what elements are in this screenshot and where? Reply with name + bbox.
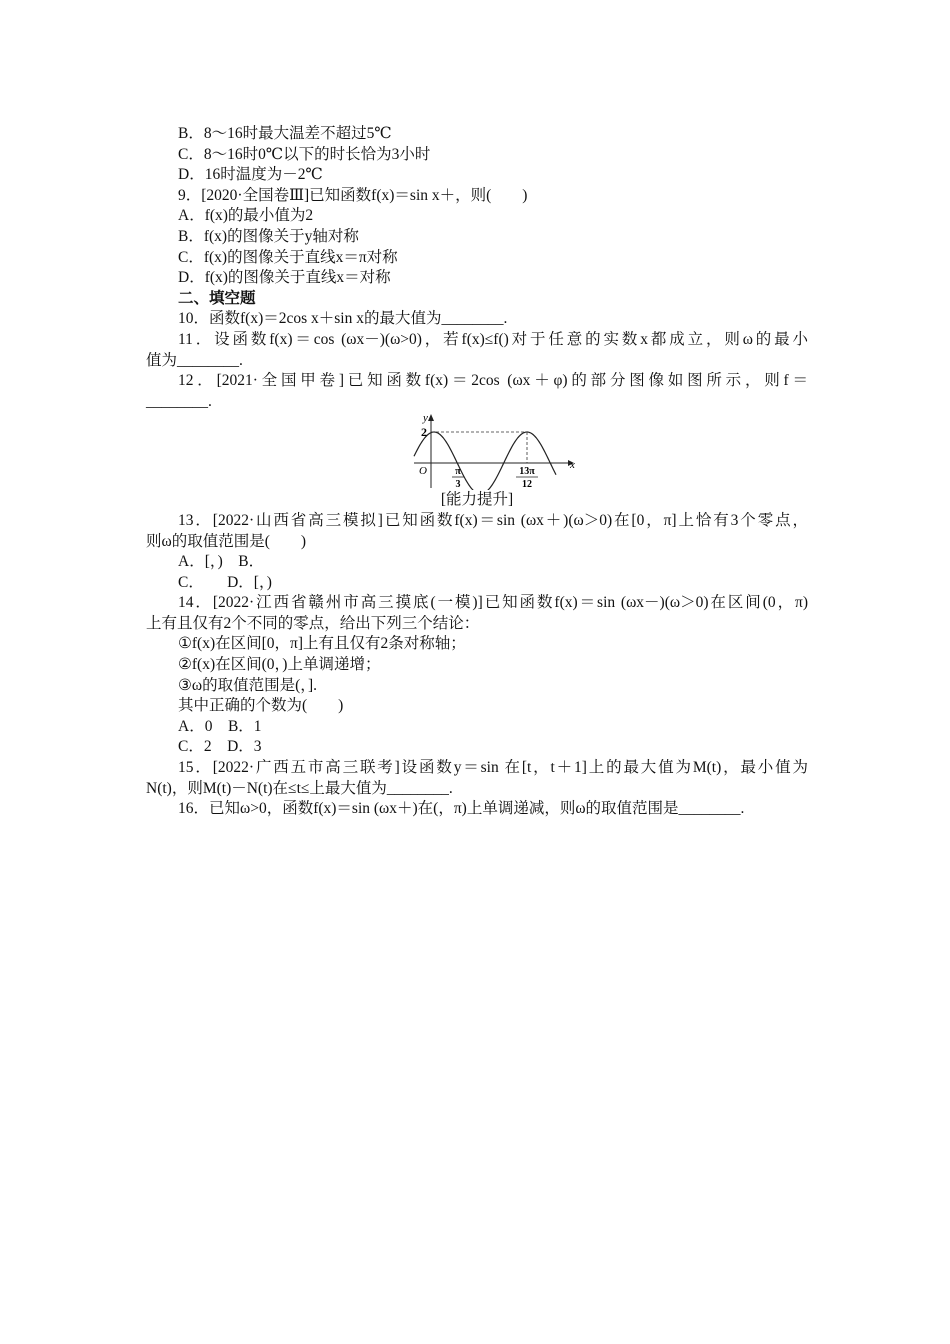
question-line-14q: 其中正确的个数为( ) xyxy=(178,697,344,715)
question-line-9: 9．[2020·全国卷Ⅲ]已知函数f(x)＝sin x＋，则( ) xyxy=(178,186,528,204)
tick1-numerator: π xyxy=(455,466,461,478)
question-line-9c: C．f(x)的图像关于直线x＝π对称 xyxy=(178,248,398,266)
tick1-denominator: 3 xyxy=(455,479,461,491)
question-line-16: 16．已知ω>0，函数f(x)＝sin (ωx＋)在(，π)上单调递减，则ω的取值范围是________. xyxy=(178,800,745,818)
question-line-14c1: ①f(x)在区间[0，π]上有且仅有2条对称轴； xyxy=(178,635,466,653)
cosine-curve xyxy=(414,432,556,490)
cosine-graph xyxy=(408,412,578,490)
question-line-15a: 15．[2022·广西五市高三联考]设函数y＝sin 在[t，t＋1]上的最大值为M(t)，最小值为 xyxy=(178,759,808,777)
question-line-11a: 11．设函数f(x)＝cos (ωx－)(ω>0)，若f(x)≤f()对于任意的实数x都成立，则ω的最小 xyxy=(178,330,808,348)
question-line-13ab: A．[，) B． xyxy=(178,553,265,571)
question-line-8d: D．16时温度为－2℃ xyxy=(178,166,323,184)
tick2-denominator: 12 xyxy=(522,479,532,491)
y-max-label: 2 xyxy=(421,425,427,440)
question-line-13b: 则ω的取值范围是( ) xyxy=(146,532,307,550)
question-line-12b: ________. xyxy=(146,392,212,410)
question-line-14cd: C．2 D．3 xyxy=(178,738,262,756)
question-line-13a: 13．[2022·山西省高三模拟]已知函数f(x)＝sin (ωx＋)(ω＞0)在[0，π]上恰有3个零点， xyxy=(178,511,808,529)
question-line-14c2: ②f(x)在区间(0，)上单调递增； xyxy=(178,656,381,674)
question-line-8c: C．8～16时0℃以下的时长恰为3小时 xyxy=(178,145,431,163)
question-line-14b: 上有且仅有2个不同的零点，给出下列三个结论： xyxy=(146,614,480,632)
question-line-14ab: A．0 B．1 xyxy=(178,717,262,735)
origin-label: O xyxy=(419,465,427,478)
x-axis-label: x xyxy=(570,459,575,472)
question-line-15b: N(t)，则M(t)－N(t)在≤t≤上最大值为________. xyxy=(146,779,453,797)
questions-13-to-16 xyxy=(146,511,808,820)
y-axis-label: y xyxy=(423,412,428,425)
tick2-numerator: 13π xyxy=(519,466,535,478)
question-line-13cd: C． D．[，) xyxy=(178,573,272,591)
question-line-9a: A．f(x)的最小值为2 xyxy=(178,207,314,225)
question-line-14c3: ③ω的取值范围是(，]. xyxy=(178,676,318,694)
section-title: [能力提升] xyxy=(440,491,514,509)
question-line-sec2: 二、填空题 xyxy=(178,289,256,307)
document-page xyxy=(146,124,808,820)
questions-8-to-12 xyxy=(146,124,808,412)
question-line-8b: B．8～16时最大温差不超过5℃ xyxy=(178,125,392,142)
question-line-11b: 值为________. xyxy=(146,351,243,369)
question-line-9d: D．f(x)的图像关于直线x＝对称 xyxy=(178,269,391,287)
cosine-graph-figure xyxy=(146,412,808,490)
question-line-9b: B．f(x)的图像关于y轴对称 xyxy=(178,227,359,245)
question-line-10: 10．函数f(x)＝2cos x＋sin x的最大值为________. xyxy=(178,310,508,328)
question-line-14a: 14．[2022·江西省赣州市高三摸底(一模)]已知函数f(x)＝sin (ωx－)(ω＞0)在区间(0，π) xyxy=(178,594,808,612)
question-line-12a: 12．[2021·全国甲卷]已知函数f(x)＝2cos (ωx＋φ)的部分图像如图所示，则f＝ xyxy=(178,372,808,390)
